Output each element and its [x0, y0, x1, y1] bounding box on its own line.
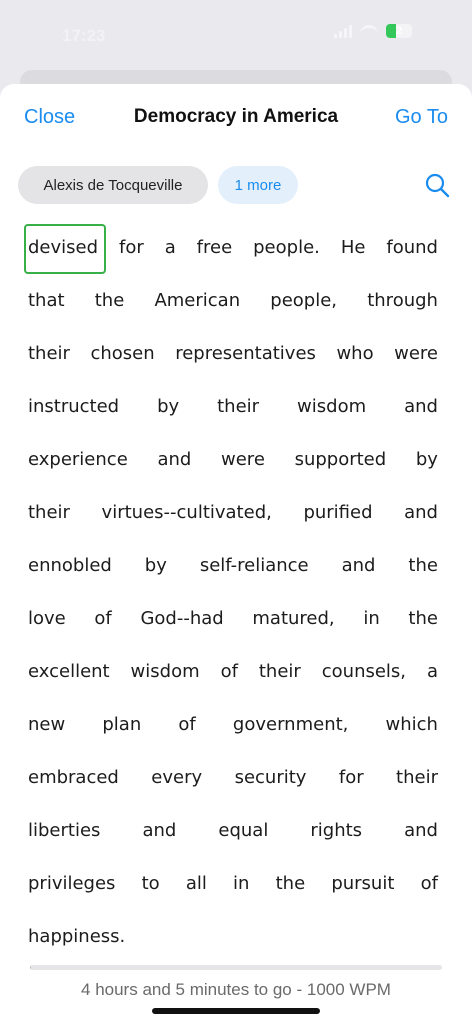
text-word[interactable]: by — [144, 555, 167, 576]
text-word[interactable]: the — [275, 873, 306, 894]
text-word[interactable]: their — [396, 767, 438, 788]
text-line — [28, 910, 438, 963]
reading-progress-bar — [30, 965, 442, 970]
text-word[interactable]: which — [385, 714, 438, 735]
text-line — [28, 857, 438, 910]
text-word[interactable]: self-reliance — [199, 555, 309, 576]
text-word[interactable]: new — [28, 714, 66, 735]
status-icons — [334, 24, 412, 38]
text-word[interactable]: were — [221, 449, 265, 470]
text-word[interactable]: all — [185, 873, 207, 894]
go-to-button[interactable]: Go To — [395, 106, 448, 128]
text-word[interactable]: security — [234, 767, 307, 788]
text-word[interactable]: by — [157, 396, 180, 417]
text-word[interactable]: equal — [218, 820, 269, 841]
text-word[interactable]: found — [386, 237, 438, 258]
status-bar — [0, 0, 472, 70]
text-word[interactable]: free — [196, 237, 233, 258]
text-word[interactable]: wisdom — [297, 396, 367, 417]
text-word[interactable]: people. — [253, 237, 320, 258]
text-word[interactable]: for — [338, 767, 364, 788]
text-word[interactable]: to — [141, 873, 160, 894]
text-word[interactable]: the — [408, 608, 438, 629]
text-word[interactable]: virtues--cultivated, — [101, 502, 272, 523]
reading-progress-fill — [30, 965, 31, 970]
text-word[interactable]: in — [233, 873, 250, 894]
text-word[interactable]: supported — [294, 449, 387, 470]
text-word[interactable]: their — [217, 396, 260, 417]
text-line — [28, 751, 438, 804]
text-word[interactable]: privileges — [28, 873, 116, 894]
text-word[interactable]: who — [336, 343, 374, 364]
text-line — [28, 486, 438, 539]
book-title: Democracy in America — [133, 106, 339, 127]
text-word[interactable]: by — [415, 449, 438, 470]
text-line — [28, 380, 438, 433]
author-chip[interactable]: Alexis de Tocqueville — [18, 166, 208, 204]
text-word[interactable]: that — [28, 290, 65, 311]
text-line — [28, 327, 438, 380]
text-word[interactable]: and — [142, 820, 177, 841]
text-word[interactable]: plan — [102, 714, 142, 735]
text-word[interactable]: people, — [270, 290, 338, 311]
current-word-highlight — [24, 224, 106, 274]
text-word[interactable]: the — [408, 555, 438, 576]
text-word[interactable]: for — [118, 237, 144, 258]
text-word[interactable]: liberties — [28, 820, 101, 841]
text-word[interactable]: in — [363, 608, 380, 629]
text-word[interactable]: American — [154, 290, 241, 311]
text-word[interactable]: and — [157, 449, 192, 470]
text-line — [28, 592, 438, 645]
text-word[interactable]: experience — [28, 449, 128, 470]
search-icon[interactable] — [424, 172, 450, 198]
text-word[interactable]: excellent — [28, 661, 110, 682]
battery-level: 2 — [395, 25, 403, 37]
text-word[interactable]: devised — [28, 237, 99, 258]
wifi-icon — [360, 25, 378, 37]
text-word[interactable]: love — [28, 608, 66, 629]
text-word[interactable]: purified — [303, 502, 373, 523]
text-word[interactable]: wisdom — [130, 661, 200, 682]
text-line — [28, 433, 438, 486]
text-word[interactable]: ennobled — [28, 555, 112, 576]
text-word[interactable]: their — [258, 661, 301, 682]
text-line — [28, 698, 438, 751]
text-line — [28, 645, 438, 698]
text-word[interactable]: instructed — [28, 396, 120, 417]
text-word[interactable]: through — [367, 290, 438, 311]
text-word[interactable]: their — [28, 343, 70, 364]
text-word[interactable]: a — [164, 237, 176, 258]
text-word[interactable]: and — [404, 502, 438, 523]
text-word[interactable]: representatives — [175, 343, 316, 364]
text-word[interactable]: every — [151, 767, 203, 788]
text-word[interactable]: matured, — [252, 608, 335, 629]
reader-text — [28, 221, 438, 963]
text-line — [28, 804, 438, 857]
text-word[interactable]: He — [340, 237, 366, 258]
battery-icon — [386, 24, 412, 38]
text-word[interactable]: and — [404, 396, 438, 417]
text-word[interactable]: their — [28, 502, 70, 523]
text-word[interactable]: of — [220, 661, 238, 682]
text-word[interactable]: rights — [310, 820, 363, 841]
status-time: 17:23 — [62, 26, 106, 45]
text-word[interactable]: and — [404, 820, 438, 841]
text-word[interactable]: and — [341, 555, 376, 576]
signal-icon — [334, 24, 352, 38]
text-word[interactable]: happiness. — [28, 926, 126, 947]
text-word[interactable]: were — [394, 343, 438, 364]
text-word[interactable]: of — [420, 873, 438, 894]
more-authors-chip[interactable]: 1 more — [218, 166, 298, 204]
text-word[interactable]: government, — [232, 714, 349, 735]
text-word[interactable]: a — [426, 661, 438, 682]
text-word[interactable]: counsels, — [321, 661, 407, 682]
home-indicator — [152, 1008, 320, 1014]
close-button[interactable]: Close — [24, 106, 76, 128]
text-line — [28, 274, 438, 327]
time-remaining-text: 4 hours and 5 minutes to go - 1000 WPM — [81, 980, 391, 999]
text-line — [28, 539, 438, 592]
text-word[interactable]: the — [94, 290, 125, 311]
text-word[interactable]: embraced — [28, 767, 119, 788]
text-word[interactable]: God--had — [140, 608, 224, 629]
text-word[interactable]: chosen — [90, 343, 155, 364]
text-word[interactable]: of — [178, 714, 196, 735]
text-word[interactable]: of — [94, 608, 112, 629]
text-word[interactable]: pursuit — [331, 873, 395, 894]
